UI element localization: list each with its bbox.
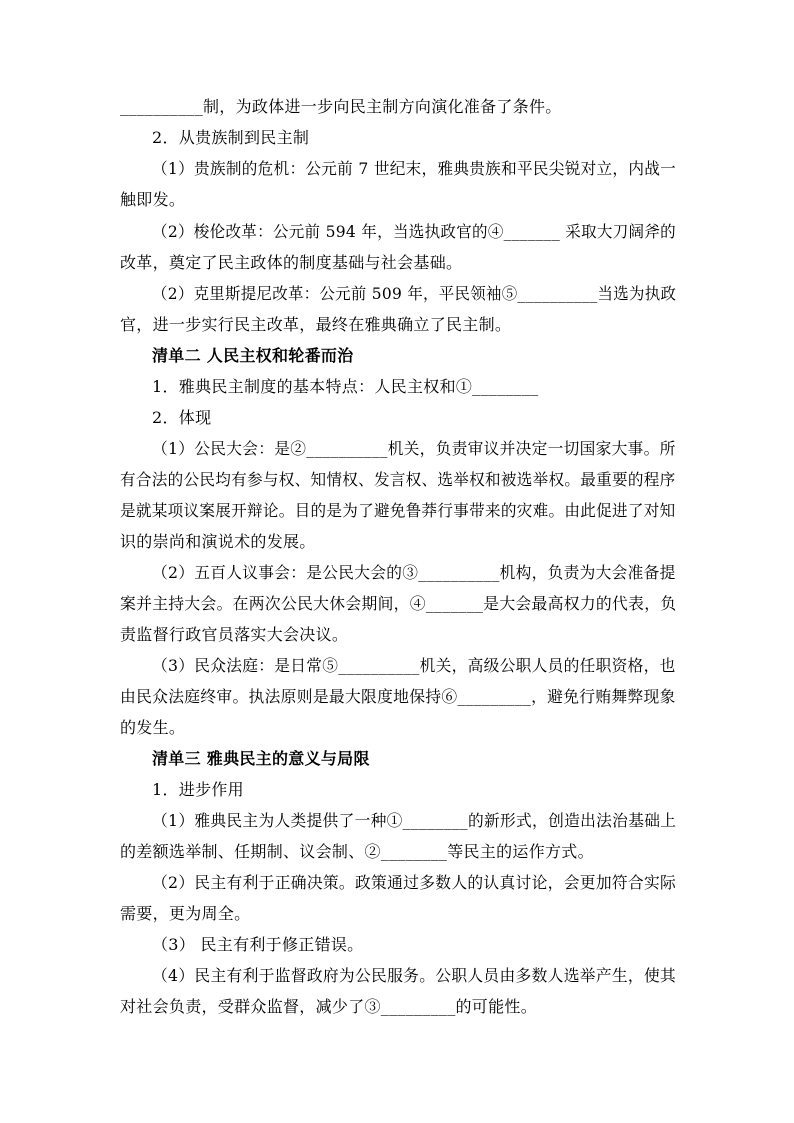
section-heading: 2．从贵族制到民主制 [152, 128, 310, 147]
section-heading: 2．体现 [152, 408, 212, 427]
text-line: （1）雅典民主为人类提供了一种①________的新形式，创造出法治基础上 [152, 811, 677, 830]
text-line: 由民众法庭终审。执法原则是最大限度地保持⑥_________，避免行贿舞弊现象 [120, 687, 676, 706]
text-line: __________制，为政体进一步向民主制方向演化准备了条件。 [120, 97, 562, 116]
text-line: 责监督行政官员落实大会决议。 [120, 625, 349, 644]
text-line: 触即发。 [120, 190, 186, 209]
text-line: （2）民主有利于正确决策。政策通过多数人的认真讨论，会更加符合实际 [152, 873, 677, 892]
list-heading: 清单二 人民主权和轮番而治 [152, 346, 354, 365]
text-line: 改革，奠定了民主政体的制度基础与社会基础。 [120, 253, 463, 272]
text-line: 官，进一步实行民主改革，最终在雅典确立了民主制。 [120, 315, 512, 334]
text-line: 识的崇尚和演说术的发展。 [120, 532, 316, 551]
text-line: 1．雅典民主制度的基本特点：人民主权和①________ [152, 377, 539, 396]
list-heading: 清单三 雅典民主的意义与局限 [152, 749, 370, 768]
text-line: （3） 民主有利于修正错误。 [152, 935, 364, 954]
text-line: 的发生。 [120, 718, 186, 737]
text-line: 是就某项议案展开辩论。目的是为了避免鲁莽行事带来的灾难。由此促进了对知 [120, 501, 676, 520]
text-line: （2）五百人议事会：是公民大会的③__________机构，负责为大会准备提 [152, 563, 676, 582]
text-line: （3）民众法庭：是日常⑤__________机关，高级公职人员的任职资格，也 [152, 656, 676, 675]
text-line: （2）梭伦改革：公元前 594 年，当选执政官的④_______ 采取大刀阔斧的 [152, 222, 677, 241]
text-line: （1）贵族制的危机：公元前 7 世纪末，雅典贵族和平民尖锐对立，内战一 [152, 159, 677, 178]
text-line: 有合法的公民均有参与权、知情权、发言权、选举权和被选举权。最重要的程序 [120, 470, 676, 489]
text-line: 对社会负责，受群众监督，减少了③_________的可能性。 [120, 997, 538, 1016]
text-line: （2）克里斯提尼改革：公元前 509 年，平民领袖⑤__________当选为执政 [152, 284, 677, 303]
text-line: （1）公民大会：是②__________机关，负责审议并决定一切国家大事。所 [152, 439, 676, 458]
text-line: 案并主持大会。在两次公民大休会期间，④_______是大会最高权力的代表，负 [120, 594, 677, 613]
text-line: 的差额选举制、任期制、议会制、②________等民主的运作方式。 [120, 842, 594, 861]
section-heading: 1．进步作用 [152, 780, 244, 799]
text-line: 需要，更为周全。 [120, 904, 251, 923]
text-line: （4）民主有利于监督政府为公民服务。公职人员由多数人选举产生，使其 [152, 966, 677, 985]
